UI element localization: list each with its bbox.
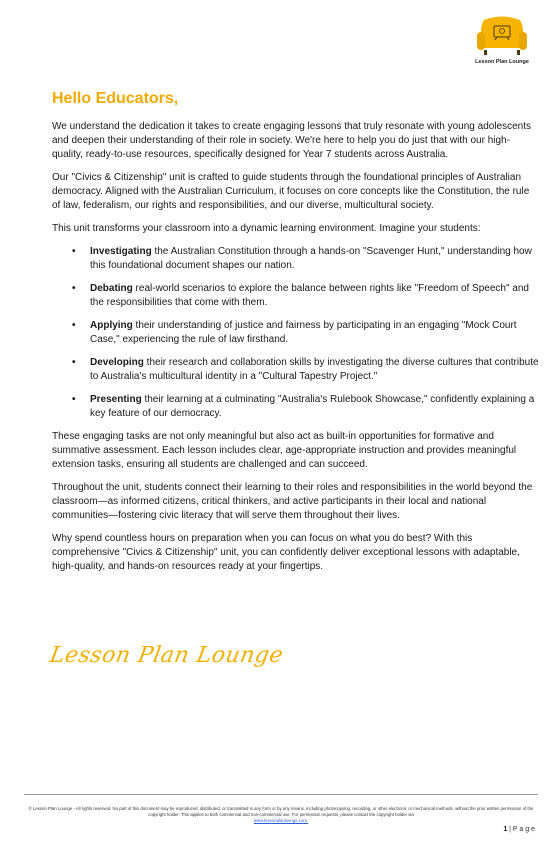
list-item-text: the Australian Constitution through a hands-on "Scavenger Hunt," understanding how this foundational document shapes our nation. [90,246,532,271]
page-heading: Hello Educators, [52,90,179,107]
website-link[interactable]: www.lessonplanlounge.com. [253,818,309,823]
list-item [90,319,540,347]
page-number [503,826,535,833]
copyright-footer [24,806,538,824]
sofa-logo-icon [476,16,528,58]
list-item [90,393,540,421]
list-item-text: their research and collaboration skills by investigating the diverse cultures that contribute to Australia's multicultural identity in a "Cultural Tapestry Project." [90,357,539,382]
intro-paragraph: Our "Civics & Citizenship" unit is crafted to guide students through the foundational principles of Australian democracy. Aligned with the Australian Curriculum, it focuses on core concepts like the Constitution, the rule of law, federalism, our rights and responsibilities, and our diverse, multicultural society. [52,172,530,211]
list-item [90,282,540,310]
list-item [90,356,540,384]
intro-paragraph: This unit transforms your classroom into a dynamic learning environment. Imagine your students: [52,223,481,234]
list-item-lead: Developing [90,357,144,368]
list-item-text: their learning at a culminating "Australia's Rulebook Showcase," confidently explaining a key feature of our democracy. [90,394,535,419]
list-item [90,245,540,273]
page-label: | P a g e [509,826,535,833]
list-item-lead: Presenting [90,394,142,405]
closing-paragraph: These engaging tasks are not only meaningful but also act as built-in opportunities for formative and summative assessment. Each lesson includes clear, age-appropriate instruction and provides meaningful extension tasks, ensuring all students are challenged and can succeed. [52,431,517,470]
list-item-lead: Debating [90,283,133,294]
letter-body [52,90,540,583]
copyright-text: © Lesson Plan Lounge - All rights reserved. No part of this document may be reproduced, distributed, or transmitted in any form or by any means, including photocopying, recording, or other electronic or mechanical methods, without the prior written permission of the copyright holder. This applies to both commercial and non-commercial use. For permission requests, please contact the copyright holder via [28,806,534,817]
activity-list [52,245,540,421]
page-number-value: 1 [503,826,508,833]
logo-text: Lesson Plan Lounge [475,59,529,65]
closing-paragraph: Why spend countless hours on preparation when you can focus on what you do best? With this comprehensive "Civics & Citizenship" unit, you can confidently deliver exceptional lessons with adaptable, high-quality, and hands-on resources ready at your fingertips. [52,533,520,572]
footer-divider [24,794,538,795]
list-item-text: their understanding of justice and fairness by participating in an engaging "Mock Court Case," experiencing the rule of law firsthand. [90,320,517,345]
intro-paragraph: We understand the dedication it takes to create engaging lessons that truly resonate with young adolescents and deepen their understanding of their role in society. We're here to help you do just that with our high-quality, ready-to-use resources, specifically designed for Year 7 students across Australia. [52,121,532,160]
list-item-text: real-world scenarios to explore the balance between rights like "Freedom of Speech" and the responsibilities that come with them. [90,283,529,308]
signature: Lesson Plan Lounge [47,643,286,668]
list-item-lead: Investigating [90,246,152,257]
brand-logo [470,14,534,72]
closing-paragraph: Throughout the unit, students connect their learning to their roles and responsibilities in the world beyond the classroom—as informed citizens, critical thinkers, and active participants in their local and national communities—fostering civic literacy that will serve them throughout their lives. [52,482,533,521]
list-item-lead: Applying [90,320,133,331]
